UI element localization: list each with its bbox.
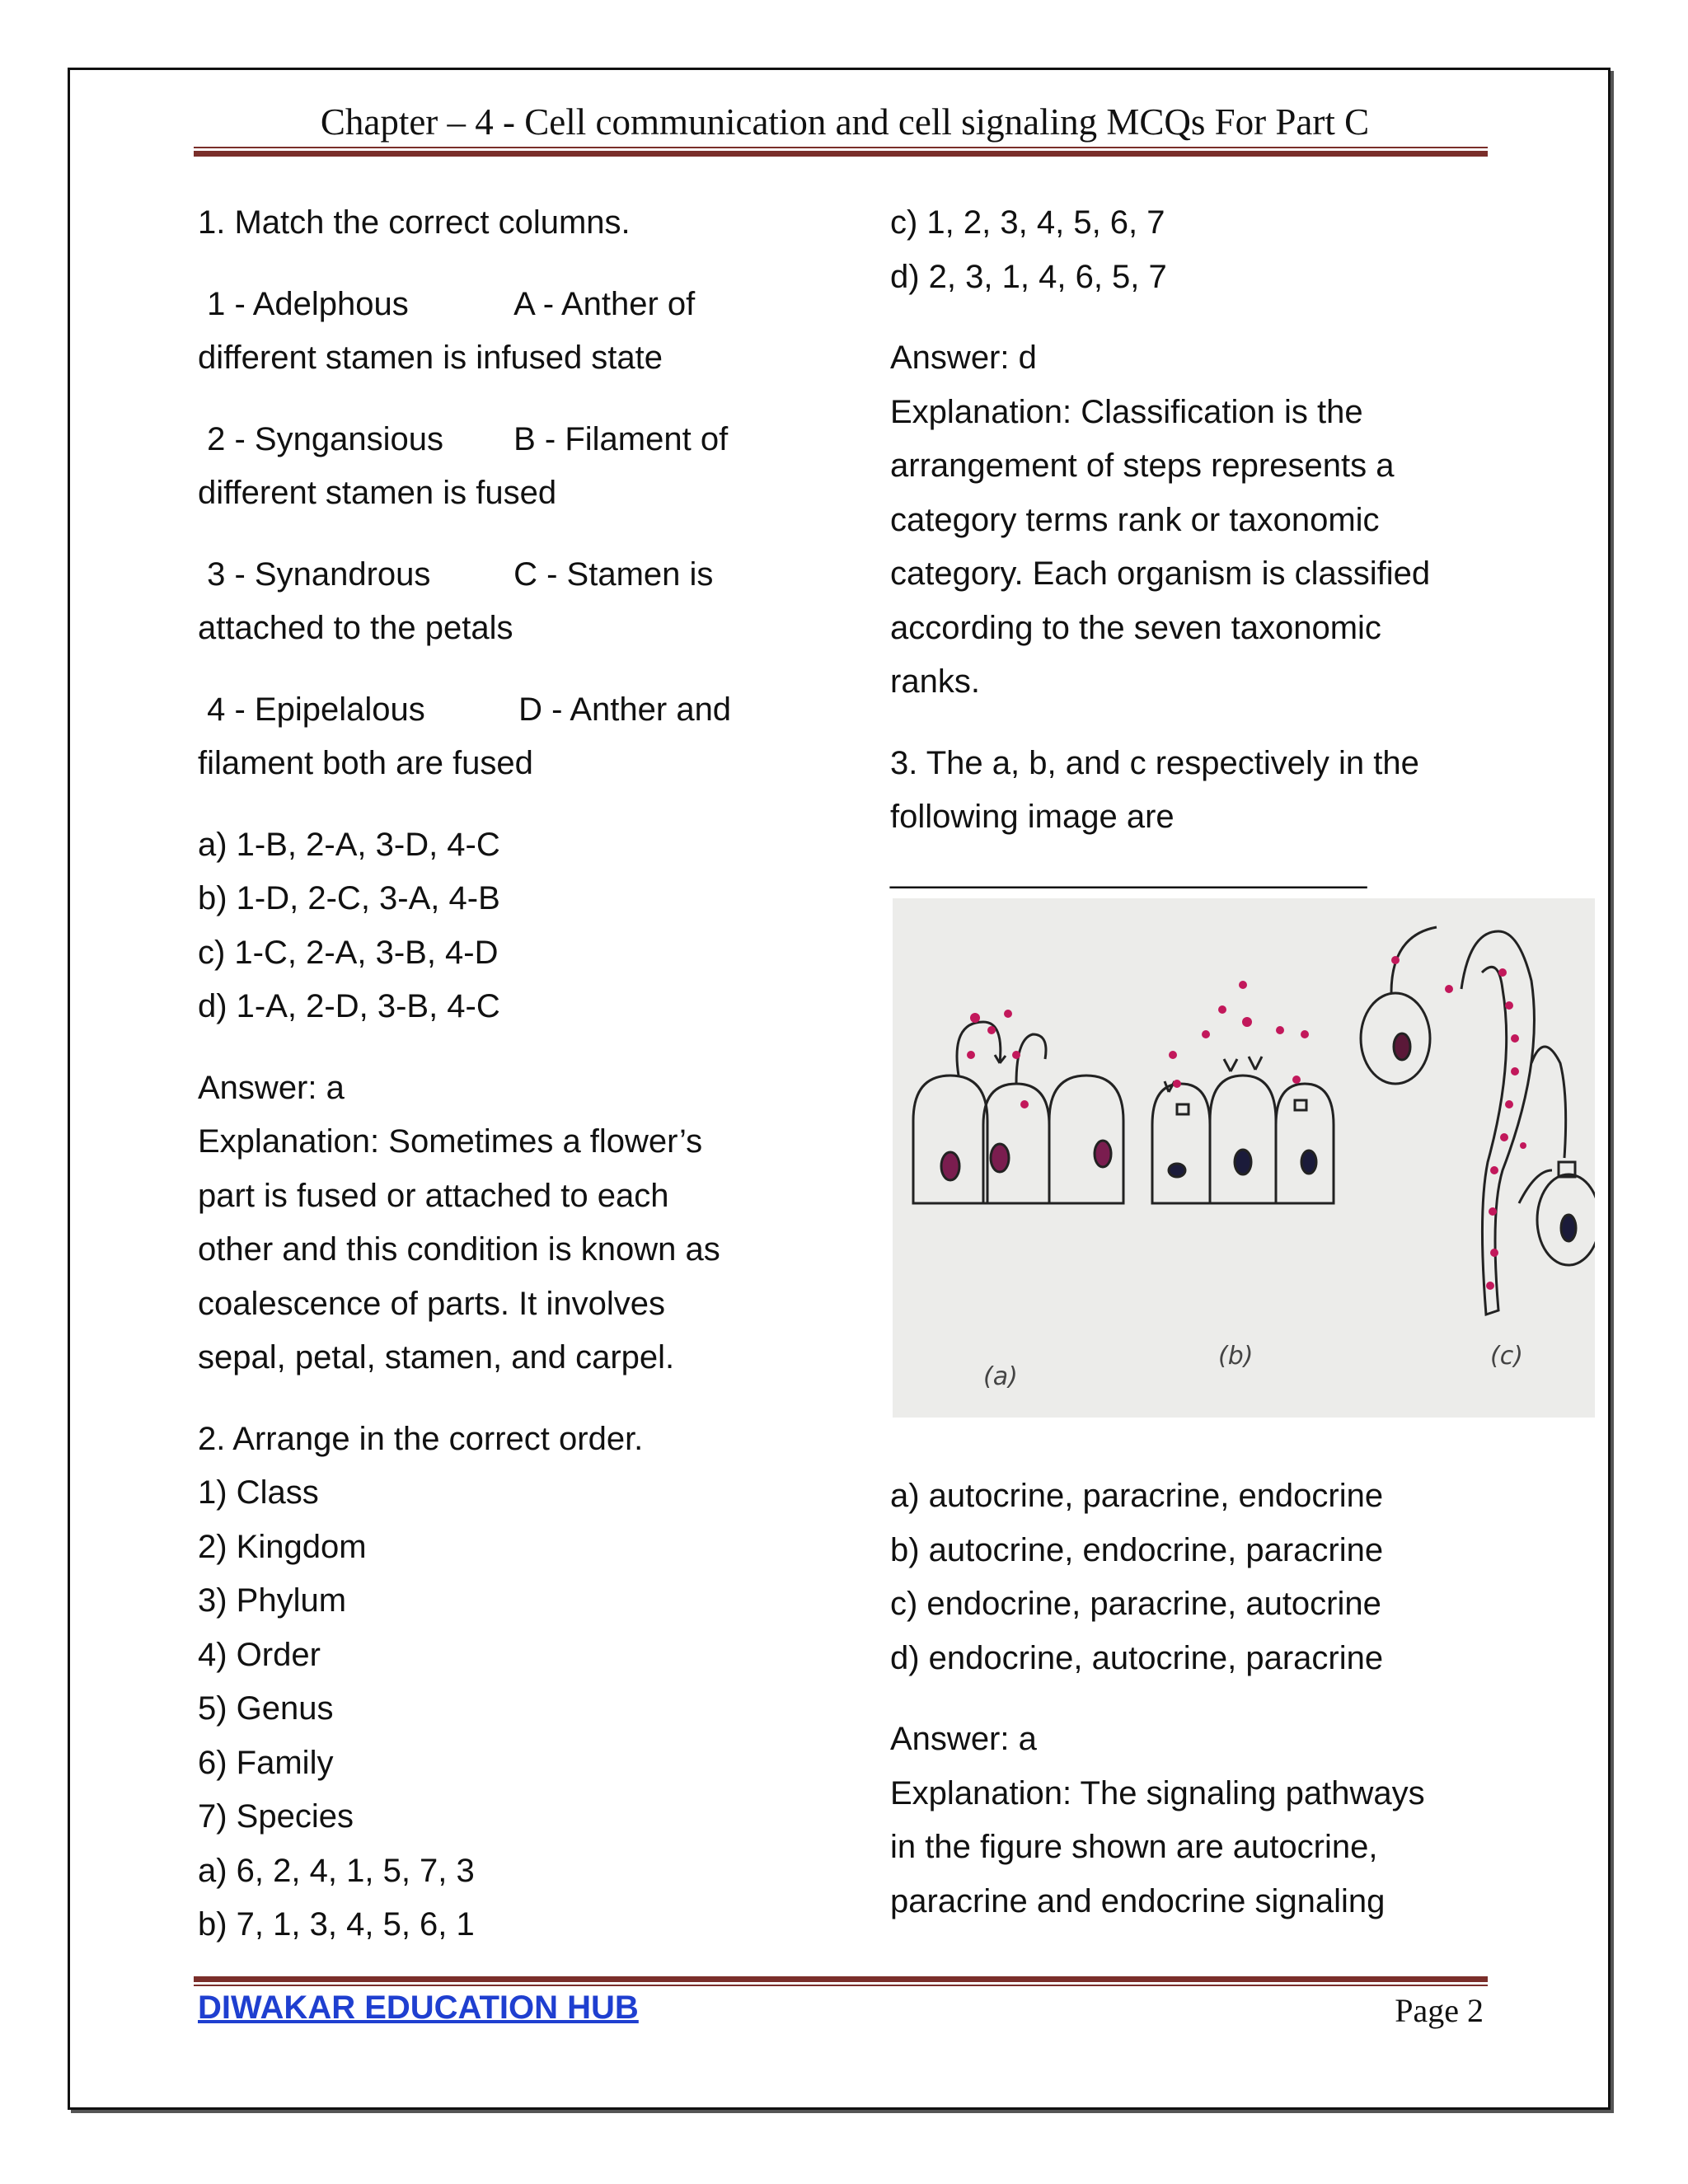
q1-option-d: d) 1-A, 2-D, 3-B, 4-C	[198, 988, 500, 1024]
q1-pair-3	[198, 548, 824, 602]
right-column	[890, 196, 1467, 898]
q1-pair-3-right: C - Stamen is	[513, 555, 714, 593]
q3-explanation-line: paracrine and endocrine signaling	[890, 1882, 1386, 1919]
q1-pair-4	[198, 683, 824, 738]
q1-pair-4-left: 4 - Epipelalous	[207, 691, 425, 728]
q2-item: 1) Class	[198, 1474, 319, 1511]
q2-answer: Answer: d	[890, 340, 1037, 376]
q2-item: 4) Order	[198, 1636, 321, 1673]
q1-option-c: c) 1-C, 2-A, 3-B, 4-D	[198, 934, 499, 971]
q1-explanation-line: sepal, petal, stamen, and carpel.	[198, 1339, 675, 1376]
header-rule-thick	[194, 151, 1488, 157]
q1-pair-1-left: 1 - Adelphous	[207, 285, 409, 322]
q3-option-c: c) endocrine, paracrine, autocrine	[890, 1586, 1381, 1622]
q3-explanation-line: Explanation: The signaling pathways	[890, 1774, 1425, 1811]
q2-explanation-line: ranks.	[890, 663, 980, 700]
q1-pair-4-cont: filament both are fused	[198, 745, 533, 781]
q1-explanation-line: part is fused or attached to each	[198, 1177, 669, 1214]
page-number: Page 2	[1395, 1992, 1484, 2029]
q2-option-c: c) 1, 2, 3, 4, 5, 6, 7	[890, 204, 1165, 241]
q1-pair-3-cont: attached to the petals	[198, 610, 513, 646]
header-rule-thin	[194, 147, 1488, 148]
q2-item: 6) Family	[198, 1744, 334, 1781]
q1-option-b: b) 1-D, 2-C, 3-A, 4-B	[198, 880, 500, 916]
q1-answer: Answer: a	[198, 1069, 345, 1106]
q1-pair-1-right: A - Anther of	[513, 285, 696, 322]
q2-explanation-line: according to the seven taxonomic	[890, 609, 1381, 646]
q3-blank: __________________________	[890, 852, 1367, 889]
q2-question: 2. Arrange in the correct order.	[198, 1420, 644, 1457]
q3-question-line: 3. The a, b, and c respectively in the	[890, 744, 1419, 781]
q1-pair-1	[198, 278, 824, 332]
q3-answers	[890, 1469, 1467, 1929]
figure-label-b: (b)	[1218, 1342, 1254, 1371]
q3-answer: Answer: a	[890, 1721, 1037, 1757]
q1-explanation-line: coalescence of parts. It involves	[198, 1285, 665, 1322]
q2-option-d: d) 2, 3, 1, 4, 6, 5, 7	[890, 258, 1167, 295]
footer-rule-thin	[194, 1985, 1488, 1986]
q2-item: 3) Phylum	[198, 1582, 347, 1619]
q2-explanation-line: category. Each organism is classified	[890, 555, 1431, 592]
figure-label-a: (a)	[983, 1362, 1018, 1391]
q3-explanation-line: in the figure shown are autocrine,	[890, 1829, 1378, 1865]
q1-pair-1-cont: different stamen is infused state	[198, 340, 663, 376]
page-title: Chapter – 4 - Cell communication and cell signaling MCQs For Part C	[320, 101, 1370, 143]
q1-pair-4-right: D - Anther and	[518, 691, 732, 728]
q1-pair-2-cont: different stamen is fused	[198, 475, 557, 511]
q1-explanation-line: other and this condition is known as	[198, 1231, 720, 1268]
q3-option-a: a) autocrine, paracrine, endocrine	[890, 1478, 1384, 1514]
q1-pair-2	[198, 413, 824, 467]
signaling-diagram	[893, 898, 1595, 1418]
footer-brand-link[interactable]: DIWAKAR EDUCATION HUB	[198, 1990, 639, 2026]
q1-option-a: a) 1-B, 2-A, 3-D, 4-C	[198, 826, 500, 863]
q2-explanation-line: category terms rank or taxonomic	[890, 501, 1380, 538]
q1-pair-2-right: B - Filament of	[513, 420, 729, 457]
q1-pair-3-left: 3 - Synandrous	[207, 555, 431, 593]
q2-explanation-line: arrangement of steps represents a	[890, 448, 1395, 484]
q3-question-line: following image are	[890, 799, 1175, 835]
footer-rule-thick	[194, 1976, 1488, 1982]
q2-explanation-line: Explanation: Classification is the	[890, 393, 1363, 430]
q2-option-a: a) 6, 2, 4, 1, 5, 7, 3	[198, 1852, 475, 1889]
q2-item: 2) Kingdom	[198, 1528, 367, 1565]
q3-option-b: b) autocrine, endocrine, paracrine	[890, 1531, 1384, 1568]
q2-item: 5) Genus	[198, 1690, 334, 1727]
q3-option-d: d) endocrine, autocrine, paracrine	[890, 1639, 1384, 1676]
q2-item: 7) Species	[198, 1798, 354, 1835]
figure-label-c: (c)	[1490, 1342, 1523, 1371]
q1-question: 1. Match the correct columns.	[198, 204, 631, 241]
q1-explanation-line: Explanation: Sometimes a flower’s	[198, 1123, 703, 1160]
q1-pair-2-left: 2 - Syngansious	[207, 420, 443, 457]
left-column	[198, 196, 824, 1952]
q2-option-b: b) 7, 1, 3, 4, 5, 6, 1	[198, 1906, 475, 1943]
